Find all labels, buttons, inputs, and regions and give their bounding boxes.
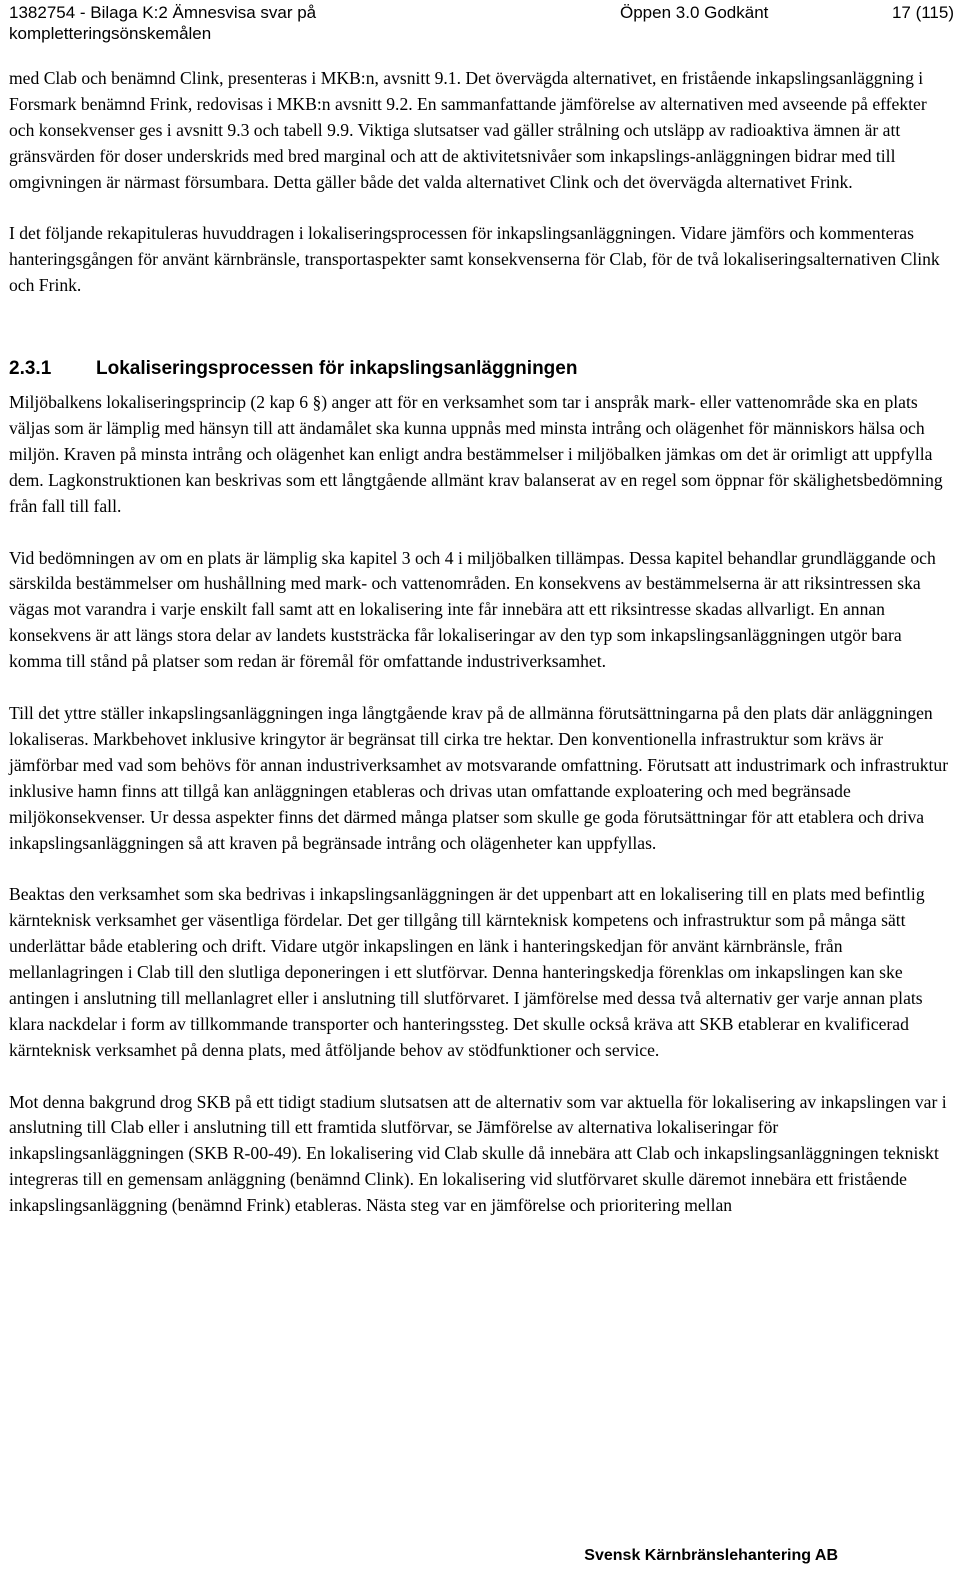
body-paragraph: med Clab och benämnd Clink, presenteras i MKB:n, avsnitt 9.1. Det övervägda alternativet, en fristående inkapslingsanläggning i Forsmark benämnd Frink, redovisas i MKB:n avsnitt 9.2. En sammanfattande jämförelse av alternativen med avseende på effekter och konsekvenser ges i avsnitt 9.3 och tabell 9.9. Viktiga slutsatser vad gäller strålning och utsläpp av radioaktiva ämnen är att gränsvärden för doser underskrids med bred marginal och att de aktivitetsnivåer som inkapslings-anläggningen bidrar med till omgivningen är närmast försumbara. Detta gäller både det valda alternativet Clink och det övervägda alternativet Frink. (9, 68, 927, 192)
document-status: Öppen 3.0 Godkänt (620, 3, 769, 22)
body-paragraph: Miljöbalkens lokaliseringsprincip (2 kap 6 §) anger att för en verksamhet som tar i anspråk mark- eller vattenområde ska en plats väljas som är lämplig med hänsyn till att ändamålet ska kunna uppnås med minsta intrång och olägenhet för människors hälsa och miljön. Kraven på minsta intrång och olägenhet kan enligt andra bestämmelser i miljöbalken jämkas om det är orimligt att uppfylla dem. Lagkonstruktionen kan beskrivas som ett långtgående allmänt krav balanserat av en regel som öppnar för skälighetsbedömning från fall till fall. (9, 392, 943, 516)
section-heading (9, 356, 954, 382)
body-paragraph: Till det yttre ställer inkapslingsanläggningen inga långtgående krav på de allmänna förutsättningarna på den plats där anläggningen lokaliseras. Markbehovet inklusive kringytor är begränsat till cirka tre hektar. Den konventionella infrastruktur som krävs är jämförbar med vad som behövs för annan industriverksamhet av motsvarande omfattning. Förutsatt att industrimark och infrastruktur inklusive hamn finns att tillgå kan anläggningen etableras och drivas utan omfattande exploatering och med begränsade miljökonsekvenser. Ur dessa aspekter finns det därmed många platser som skulle ge goda förutsättningar för att etablera och driva inkapslingsanläggningen så att kraven på begränsade intrång och olägenheter kan uppfyllas. (9, 702, 949, 853)
section-number: 2.3.1 (9, 358, 52, 380)
body-paragraph: I det följande rekapituleras huvuddragen i lokaliseringsprocessen för inkapslingsanläggningen. Vidare jämförs och kommenteras hanteringsgången för använt kärnbränsle, transportaspekter samt konsekvenserna för Clab, för de två lokaliseringsalternativen Clink och Frink. (9, 223, 940, 296)
body-paragraph: Mot denna bakgrund drog SKB på ett tidigt stadium slutsatsen att de alternativ som var aktuella för lokalisering av inkapslingen var i anslutning till Clab eller i anslutning till ett framtida slutförvar, se Jämförelse av alternativa lokaliseringar för inkapslingsanläggningen (SKB R-00-49). En lokalisering vid Clab skulle då innebära att Clab och inkapslingsanläggningen tekniskt integreras till en gemensam anläggning (benämnd Clink). En lokalisering vid slutförvaret skulle däremot innebära ett fristående inkapslingsanläggning (benämnd Frink) etableras. Nästa steg var en jämförelse och prioritering mellan (9, 1091, 947, 1216)
page-footer: Svensk Kärnbränslehantering AB (584, 1547, 838, 1564)
section-title: Lokaliseringsprocessen för inkapslingsanläggningen (96, 358, 578, 380)
document-id: 1382754 - Bilaga K:2 Ämnesvisa svar på kompletteringsönskemålen (9, 3, 317, 43)
page-number: 17 (115) (891, 3, 954, 22)
body-paragraph: Vid bedömningen av om en plats är lämplig ska kapitel 3 och 4 i miljöbalken tillämpas. Dessa kapitel behandlar grundläggande och särskilda bestämmelser om hushållning med mark- och vattenområden. En konsekvens av bestämmelserna är att riksintressen ska vägas mot varandra i varje enskilt fall samt att en lokalisering inte får innebära att ett riksintresse skadas allvarligt. En annan konsekvens är att längs stora delar av landets kuststräcka får lokaliseringar av den typ som inkapslingsanläggningen utgör bara komma till stånd på platser som redan är föremål för omfattande industriverksamhet. (9, 547, 936, 672)
body-paragraph: Beaktas den verksamhet som ska bedrivas i inkapslingsanläggningen är det uppenbart att en lokalisering till en plats med befintlig kärnteknisk verksamhet ger väsentliga fördelar. Det ger tillgång till kärnteknisk kompetens och infrastruktur som på många sätt underlättar både etablering och drift. Vidare utgör inkapslingen en länk i hanteringskedjan för använt kärnbränsle, från mellanlagringen i Clab till den slutliga deponeringen i ett slutförvar. Denna hanteringskedja förenklas om inkapslingen kan ske antingen i anslutning till mellanlagret eller i anslutning till slutförvaret. I jämförelse med dessa två alternativ ger varje annan plats klara nackdelar i form av tillkommande transporter och hanteringssteg. Det skulle också kräva att SKB etablerar en kvalificerad kärnteknisk verksamhet på denna plats, med åtföljande behov av stödfunktioner och service. (9, 884, 925, 1060)
page-header (9, 0, 954, 44)
document-body (9, 66, 954, 1219)
